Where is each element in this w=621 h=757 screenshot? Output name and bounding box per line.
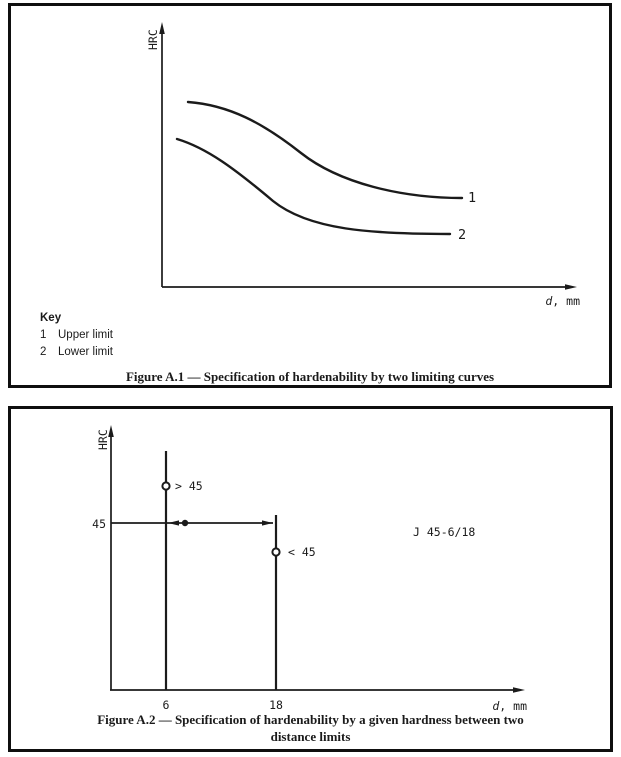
lower-point-marker-icon — [272, 548, 279, 555]
key-item-label: Lower limit — [58, 346, 113, 358]
figure-a2-x-axis-label-var: d — [492, 699, 500, 713]
figure-a1-x-axis-arrow-icon — [565, 284, 577, 290]
key-item-number: 2 — [40, 346, 47, 358]
lower-point-label: < 45 — [288, 545, 316, 559]
key-item-number: 1 — [40, 329, 47, 341]
key-item-upper-limit — [40, 327, 113, 344]
key-title: Key — [40, 312, 62, 324]
upper-point-label: > 45 — [175, 479, 203, 493]
figure-a2-x-axis-arrow-icon — [513, 687, 525, 693]
figure-a1-key — [40, 310, 113, 361]
x-tick-6: 6 — [162, 698, 170, 712]
dimension-dot-icon — [182, 520, 188, 526]
key-item-label: Upper limit — [58, 329, 113, 341]
figure-a1-x-axis-label-var: d — [545, 294, 553, 308]
figure-a2-y-axis-label: HRC — [96, 429, 110, 450]
upper-point-marker-icon — [162, 482, 169, 489]
key-item-lower-limit — [40, 344, 113, 361]
figure-a1-y-axis-arrow-icon — [159, 22, 165, 34]
x-tick-18: 18 — [269, 698, 283, 712]
dimension-arrow-left-icon — [168, 520, 179, 525]
dimension-arrow-right-icon — [262, 520, 273, 525]
figure-a1-x-axis-label-unit: , mm — [552, 294, 580, 308]
figure-a2-chart — [11, 409, 610, 749]
upper-limit-curve-label: 1 — [468, 190, 477, 206]
hardenability-designation: J 45-6/18 — [413, 525, 476, 539]
figure-a1-x-axis-label — [545, 294, 580, 308]
figure-a1-panel — [8, 3, 612, 388]
figure-a2-panel — [8, 406, 613, 752]
upper-limit-curve — [188, 102, 462, 198]
figure-a2-x-axis-label-unit: , mm — [499, 699, 527, 713]
figure-a2-caption-line1: Figure A.2 — Specification of hardenability by a given hardness between two — [97, 712, 524, 727]
figure-a1-y-axis-label: HRC — [146, 29, 160, 50]
figure-a2-caption — [11, 712, 610, 745]
lower-limit-curve-label: 2 — [458, 227, 467, 243]
figure-a1-caption: Figure A.1 — Specification of hardenability by two limiting curves — [125, 369, 495, 384]
figure-a2-x-axis-label — [492, 699, 527, 713]
figure-a2-caption-line2: distance limits — [270, 728, 351, 744]
lower-limit-curve — [177, 139, 450, 234]
y-tick-45: 45 — [92, 517, 106, 531]
